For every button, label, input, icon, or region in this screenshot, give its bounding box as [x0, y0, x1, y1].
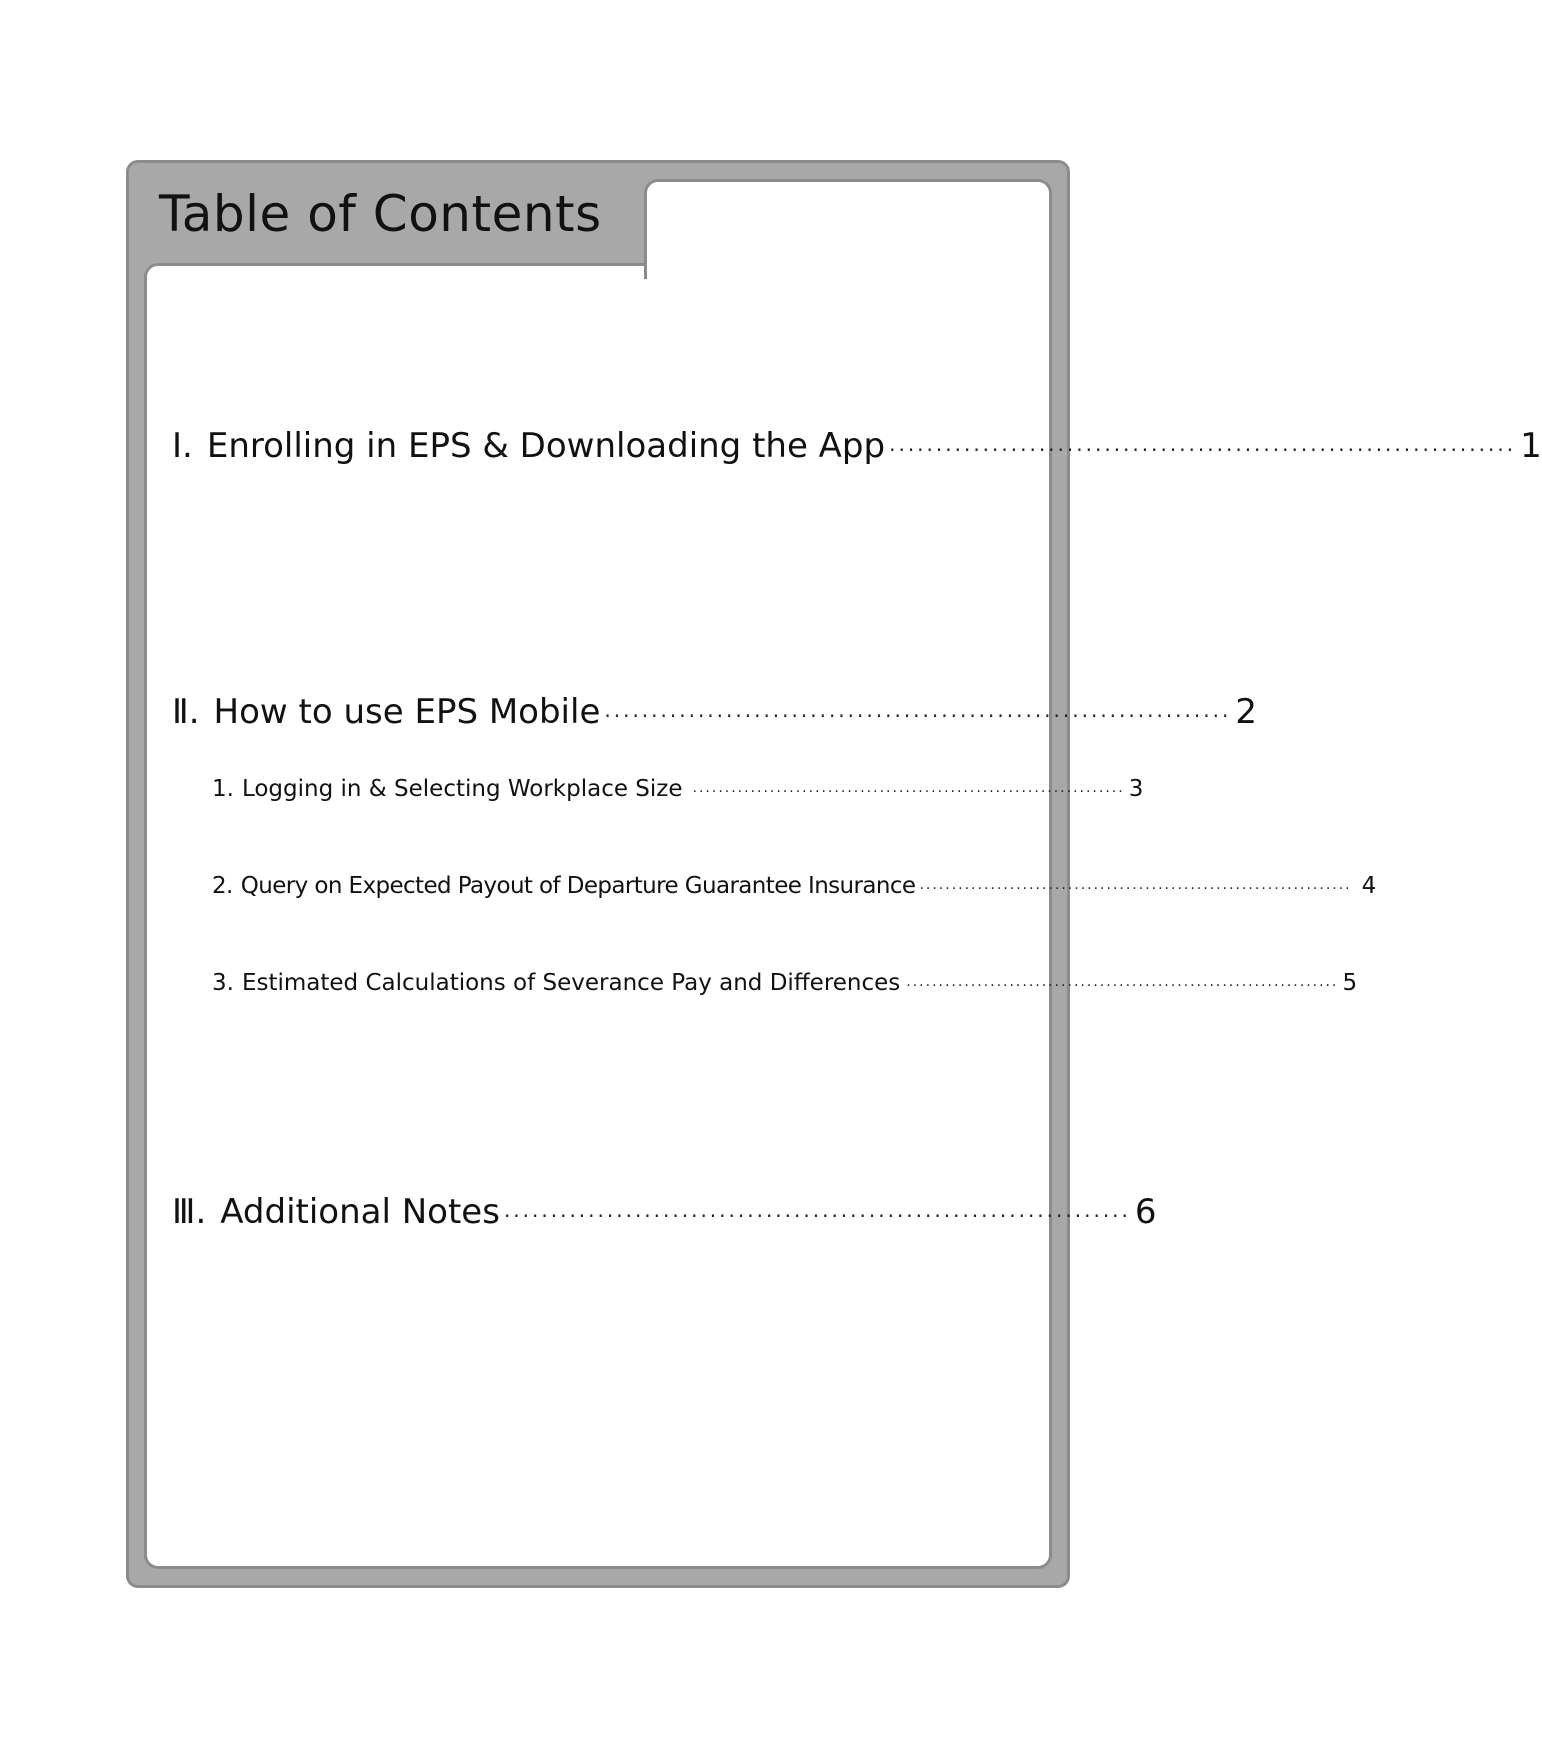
toc-entry-subsection-2[interactable] — [212, 873, 1376, 899]
section-numeral: Ⅱ. — [172, 692, 200, 732]
subsection-label: Query on Expected Payout of Departure Guarantee Insurance — [240, 873, 916, 899]
page-number: 5 — [1342, 970, 1358, 996]
dots-leader: ··································································· — [503, 1204, 1131, 1228]
dots-leader: ··································································· — [604, 704, 1232, 728]
page-number: 4 — [1361, 873, 1376, 899]
subsection-label: Estimated Calculations of Severance Pay and Differences — [241, 970, 901, 996]
page-number: 3 — [1128, 776, 1144, 802]
page-title: Table of Contents — [159, 185, 602, 243]
section-numeral: Ⅲ. — [172, 1192, 207, 1232]
dots-leader: ··································································· — [919, 881, 1352, 897]
toc-entry-section-2[interactable] — [172, 692, 1257, 732]
subsection-number: 1. — [212, 776, 234, 802]
section-label: Enrolling in EPS & Downloading the App — [206, 426, 886, 466]
toc-entry-section-1[interactable] — [172, 426, 1542, 466]
section-label: Additional Notes — [220, 1192, 500, 1232]
subsection-number: 3. — [212, 970, 234, 996]
page-number: 2 — [1235, 692, 1257, 732]
subsection-number: 2. — [212, 873, 233, 899]
section-numeral: Ⅰ. — [172, 426, 193, 466]
dots-leader: ··································································· — [906, 978, 1339, 994]
page-number: 1 — [1520, 426, 1542, 466]
subsection-label: Logging in & Selecting Workplace Size — [241, 776, 683, 802]
section-label: How to use EPS Mobile — [213, 692, 601, 732]
dots-leader: ··································································· — [889, 438, 1517, 462]
toc-entry-subsection-3[interactable] — [212, 970, 1358, 996]
page-number: 6 — [1134, 1192, 1157, 1232]
toc-entry-subsection-1[interactable] — [212, 776, 1144, 802]
dots-leader: ··································································· — [692, 784, 1125, 800]
toc-entry-section-3[interactable] — [172, 1192, 1157, 1232]
toc-panel-join — [647, 259, 1049, 271]
